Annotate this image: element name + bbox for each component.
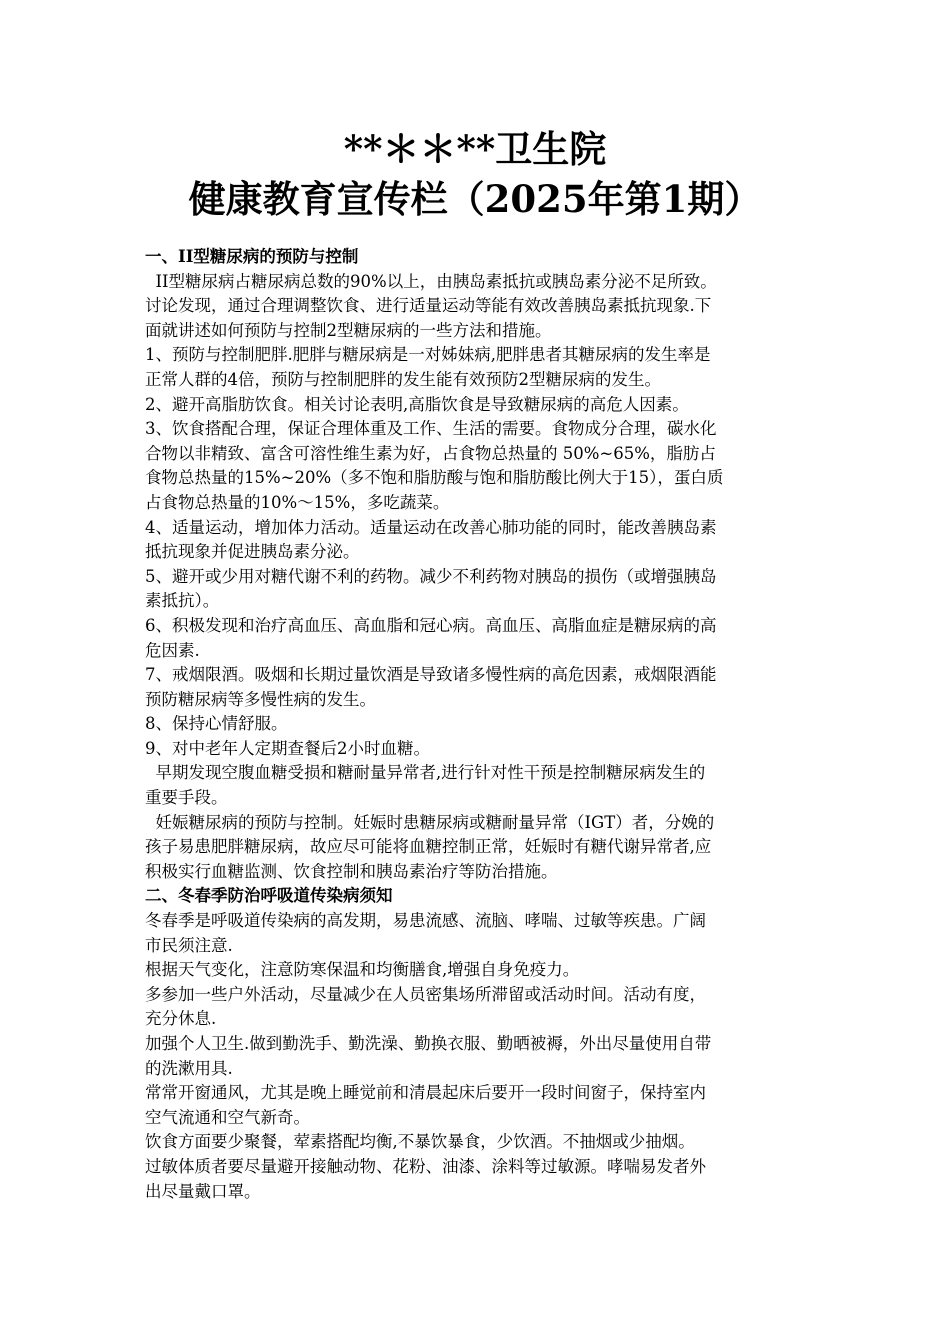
body-line: 根据天气变化，注意防寒保温和均衡膳食,增强自身免疫力。 [145,960,580,980]
document-body [145,245,807,1204]
document-title-line-1: **＊＊**卫生院 [343,127,607,171]
body-line: 素抵抗）。 [145,591,220,611]
body-line: 孩子易患肥胖糖尿病，故应尽可能将血糖控制正常，妊娠时有糖代谢异常者,应 [145,837,712,857]
body-line: 1、预防与控制肥胖.肥胖与糖尿病是一对姊妹病,肥胖患者其糖尿病的发生率是 [145,345,711,365]
body-line: 8、保持心情舒服。 [145,714,288,734]
body-line: 讨论发现，通过合理调整饮食、进行适量运动等能有效改善胰岛素抵抗现象.下 [145,296,712,316]
body-line: 妊娠糖尿病的预防与控制。妊娠时患糖尿病或糖耐量异常（IGT）者，分娩的 [145,812,715,832]
body-line: 合物以非精致、富含可溶性维生素为好，占食物总热量的 50%~65%，脂肪占 [145,443,716,463]
body-line: 4、适量运动，增加体力活动。适量运动在改善心肺功能的同时，能改善胰岛素 [145,517,717,537]
body-line: 多参加一些户外活动，尽量减少在人员密集场所滞留或活动时间。活动有度， [145,984,706,1004]
section-heading: 一、II型糖尿病的预防与控制 [145,247,359,266]
body-line: 面就讲述如何预防与控制2型糖尿病的一些方法和措施。 [145,320,552,340]
body-line: 的洗漱用具. [145,1058,233,1078]
body-line: 充分休息. [145,1009,217,1029]
body-line: 3、饮食搭配合理，保证合理体重及工作、生活的需要。食物成分合理，碳水化 [145,419,717,439]
body-line: 6、积极发现和治疗高血压、高血脂和冠心病。高血压、高脂血症是糖尿病的高 [145,615,717,635]
body-line: 占食物总热量的10%～15%，多吃蔬菜。 [145,492,450,512]
body-line: 市民须注意. [145,935,233,955]
body-line: 食物总热量的15%~20%（多不饱和脂肪酸与饱和脂肪酸比例大于15），蛋白质 [145,468,724,488]
body-line: 2、避开高脂肪饮食。相关讨论表明,高脂饮食是导致糖尿病的高危人因素。 [145,394,689,414]
body-line: 早期发现空腹血糖受损和糖耐量异常者,进行针对性干预是控制糖尿病发生的 [145,763,706,783]
document-title-line-2: 健康教育宣传栏（2025年第1期） [188,177,762,221]
body-line: 9、对中老年人定期查餐后2小时血糖。 [145,738,430,758]
body-line: 预防糖尿病等多慢性病的发生。 [145,689,376,709]
body-line: 抵抗现象并促进胰岛素分泌。 [145,542,360,562]
body-line: 过敏体质者要尽量避开接触动物、花粉、油漆、涂料等过敏源。哮喘易发者外 [145,1156,706,1176]
body-line: II型糖尿病占糖尿病总数的90%以上，由胰岛素抵抗或胰岛素分泌不足所致。 [145,271,717,291]
body-line: 重要手段。 [145,788,228,808]
body-line: 冬春季是呼吸道传染病的高发期，易患流感、流脑、哮喘、过敏等疾患。广阔 [145,911,706,931]
body-line: 饮食方面要少聚餐，荤素搭配均衡,不暴饮暴食，少饮酒。不抽烟或少抽烟。 [145,1132,695,1152]
body-line: 出尽量戴口罩。 [145,1181,261,1201]
section-heading: 二、冬春季防治呼吸道传染病须知 [145,886,393,906]
body-line: 5、避开或少用对糖代谢不利的药物。减少不利药物对胰岛的损伤（或增强胰岛 [145,566,717,586]
body-line: 正常人群的4倍，预防与控制肥胖的发生能有效预防2型糖尿病的发生。 [145,369,661,389]
body-line: 积极实行血糖监测、饮食控制和胰岛素治疗等防治措施。 [145,861,558,881]
body-line: 加强个人卫生.做到勤洗手、勤洗澡、勤换衣服、勤晒被褥，外出尽量使用自带 [145,1034,712,1053]
body-line: 空气流通和空气新奇。 [145,1107,310,1127]
body-line: 危因素. [145,640,200,660]
body-line: 7、戒烟限酒。吸烟和长期过量饮酒是导致诸多慢性病的高危因素，戒烟限酒能 [145,665,717,685]
body-line: 常常开窗通风，尤其是晚上睡觉前和清晨起床后要开一段时间窗子，保持室内 [145,1083,706,1103]
